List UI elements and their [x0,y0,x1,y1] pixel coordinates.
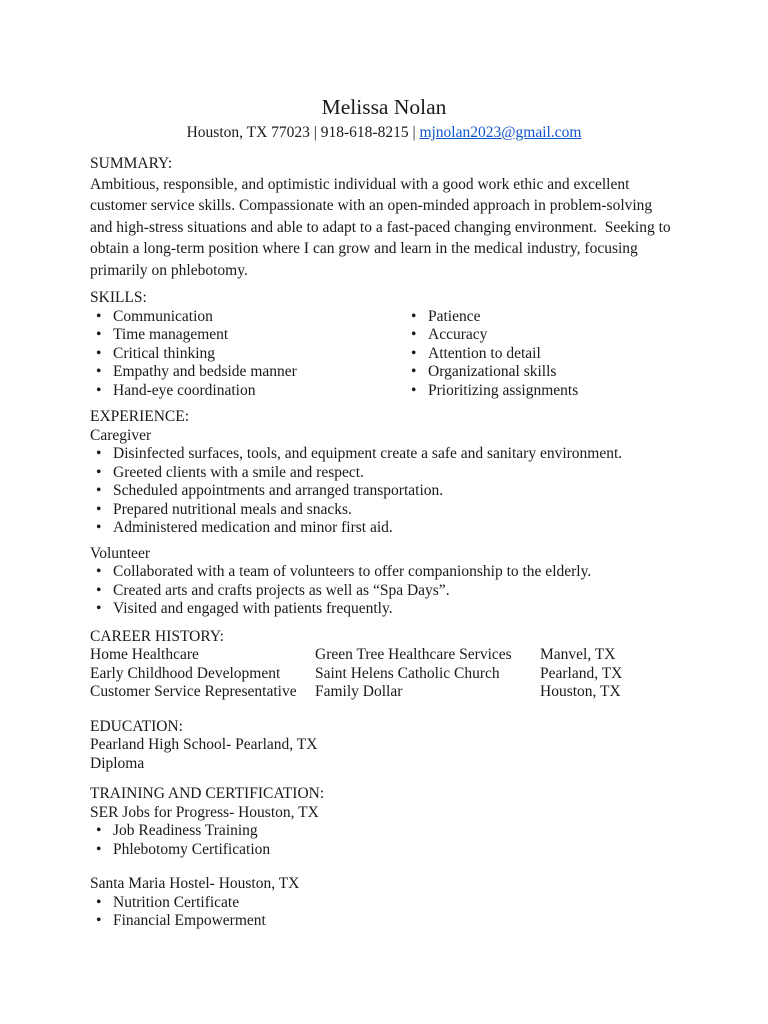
skill-item: • Organizational skills [405,363,678,382]
section-training [90,785,678,931]
section-summary [90,155,678,281]
skill-item: • Attention to detail [405,345,678,364]
training-bullet-list [90,822,678,859]
career-company: Green Tree Healthcare Services [315,646,512,664]
career-location: Houston, TX [540,683,621,701]
person-name: Melissa Nolan [321,95,447,119]
skill-item: • Patience [405,308,678,327]
email-link[interactable]: mjnolan2023@gmail.com [419,124,582,141]
career-location: Pearland, TX [540,664,623,682]
job-bullet-list [90,445,678,538]
job-title: Volunteer [90,544,150,562]
training-bullet: • Financial Empowerment [90,912,678,931]
training-bullet: • Phlebotomy Certification [90,841,678,860]
job-bullet: • Visited and engaged with patients frequently. [90,600,678,619]
education-heading: EDUCATION: [90,717,183,735]
section-education [90,718,678,774]
skills-list-right [405,308,678,401]
career-history-heading: CAREER HISTORY: [90,627,224,645]
resume-header [90,93,678,143]
section-skills [90,289,678,400]
career-role: Home Healthcare [90,646,199,664]
summary-paragraph: Ambitious, responsible, and optimistic individual with a good work ethic and excellent customer service skills. Compassionate with an open-minded approach in problem-solving and high-stress situations and able to adapt to a fast-paced changing environment. Seeking to obtain a long-term position where I can grow and learn in the medical industry, focusing primarily on phlebotomy. [90,175,675,279]
skills-heading: SKILLS: [90,289,147,307]
education-school: Pearland High School- Pearland, TX [90,736,318,754]
job-bullet: • Prepared nutritional meals and snacks. [90,501,678,520]
job-bullet: • Scheduled appointments and arranged transportation. [90,482,678,501]
job-bullet: • Created arts and crafts projects as well as “Spa Days”. [90,582,678,601]
education-degree: Diploma [90,754,145,772]
skill-item: • Critical thinking [90,345,405,364]
skill-item: • Prioritizing assignments [405,382,678,401]
summary-heading: SUMMARY: [90,155,173,172]
skill-item: • Hand-eye coordination [90,382,405,401]
experience-job-volunteer [90,545,678,619]
training-entry [90,804,678,860]
section-career-history [90,628,678,702]
section-experience [90,408,678,619]
career-company: Family Dollar [315,683,403,701]
training-bullet: • Job Readiness Training [90,822,678,841]
career-company: Saint Helens Catholic Church [315,664,500,682]
training-bullet-list [90,894,678,931]
job-bullet: • Greeted clients with a smile and respect. [90,464,678,483]
training-bullet: • Nutrition Certificate [90,894,678,913]
skills-list-left [90,308,405,401]
job-bullet-list [90,563,678,619]
career-row [90,683,678,702]
skill-item: • Accuracy [405,326,678,345]
contact-location-phone: Houston, TX 77023 | 918-618-8215 | [186,124,416,141]
training-entry [90,875,678,931]
training-entry-title: Santa Maria Hostel- Houston, TX [90,875,300,893]
skill-item: • Communication [90,308,405,327]
job-title: Caregiver [90,426,152,444]
job-bullet: • Collaborated with a team of volunteers to offer companionship to the elderly. [90,563,678,582]
career-row [90,665,678,684]
skills-columns [90,308,678,401]
training-heading: TRAINING AND CERTIFICATION: [90,785,325,803]
career-location: Manvel, TX [540,646,616,664]
career-role: Customer Service Representative [90,683,297,701]
contact-line [90,123,678,143]
career-row [90,646,678,665]
job-bullet: • Disinfected surfaces, tools, and equipment create a safe and sanitary environment. [90,445,678,464]
experience-job-caregiver [90,427,678,538]
career-role: Early Childhood Development [90,664,281,682]
training-entry-title: SER Jobs for Progress- Houston, TX [90,803,319,821]
experience-heading: EXPERIENCE: [90,408,190,426]
skill-item: • Time management [90,326,405,345]
job-bullet: • Administered medication and minor first aid. [90,519,678,538]
skill-item: • Empathy and bedside manner [90,363,405,382]
